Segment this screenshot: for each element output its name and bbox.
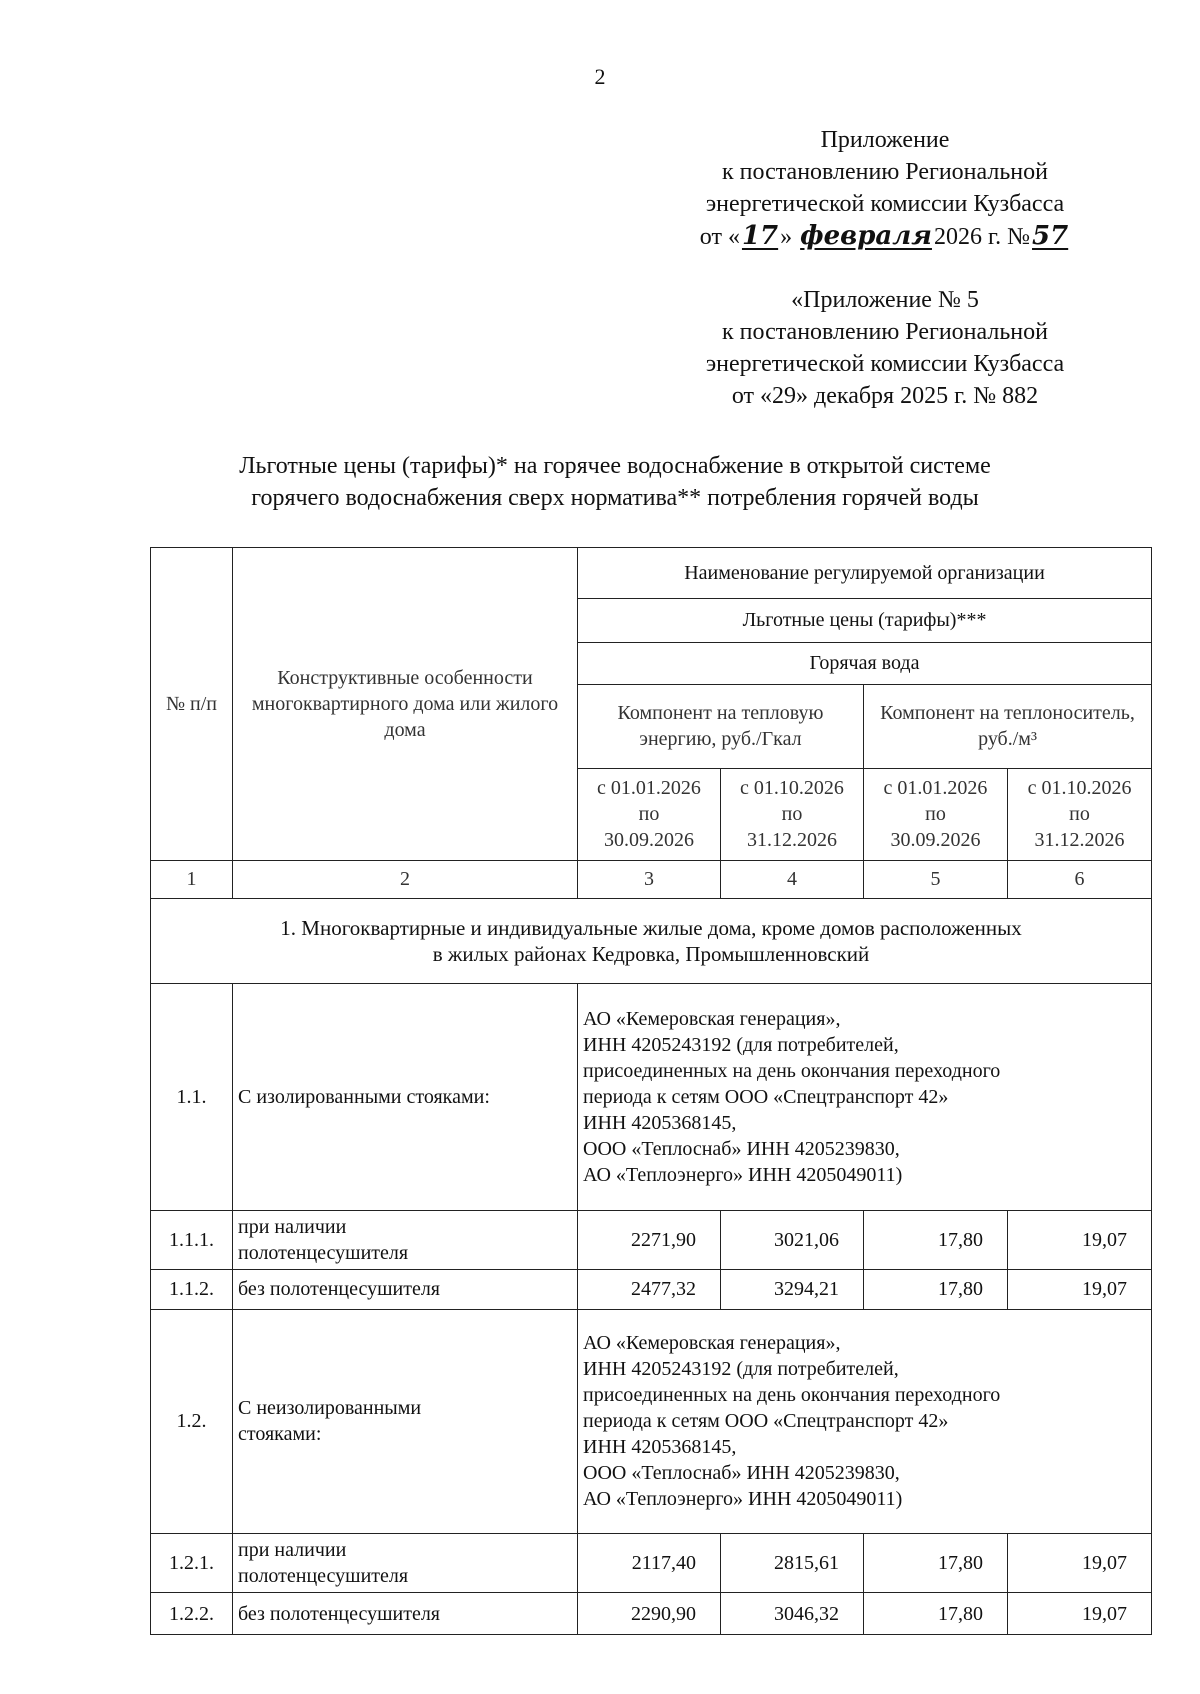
group-1-2-num: 1.2.	[151, 1309, 233, 1533]
header-features: Конструктивные особенности многоквартирного дома или жилого дома	[233, 548, 578, 861]
date-day-handwritten: 17	[741, 221, 779, 251]
group-1-1-label: С изолированными стояками:	[233, 983, 578, 1210]
row-value-3: 17,80	[864, 1270, 1008, 1310]
header-prices: Льготные цены (тарифы)***	[578, 599, 1152, 643]
row-num: 1.2.2.	[151, 1593, 233, 1635]
group-1-2-org: АО «Кемеровская генерация», ИНН 4205243192 (для потребителей, присоединенных на день окончания переходного периода к сетям ООО «Спецтранспорт 42» ИНН 4205368145, ООО «Теплоснаб» ИНН 4205239830, АО «Теплоэнерго» ИНН 4205049011)	[578, 1309, 1152, 1533]
group-1-1-org: АО «Кемеровская генерация», ИНН 4205243192 (для потребителей, присоединенных на день окончания переходного периода к сетям ООО «Спецтранспорт 42» ИНН 4205368145, ООО «Теплоснаб» ИНН 4205239830, АО «Теплоэнерго» ИНН 4205049011)	[578, 983, 1152, 1210]
tariff-table	[150, 547, 1152, 1635]
row-value-2: 3021,06	[721, 1210, 864, 1269]
group-1-1-num: 1.1.	[151, 983, 233, 1210]
row-value-1: 2290,90	[578, 1593, 721, 1635]
row-value-4: 19,07	[1008, 1593, 1152, 1635]
title-line2: горячего водоснабжения сверх норматива** потребления горячей воды	[251, 485, 979, 511]
col-number-2: 2	[233, 860, 578, 899]
period-1: с 01.01.2026 по 30.09.2026	[578, 768, 721, 860]
table-row	[151, 1270, 1152, 1310]
row-num: 1.1.2.	[151, 1270, 233, 1310]
table-row	[151, 1210, 1152, 1269]
table-row	[151, 1533, 1152, 1592]
row-label: без полотенцесушителя	[233, 1270, 578, 1310]
original-header-line4: от «29» декабря 2025 г. № 882	[731, 383, 1039, 409]
col-number-3: 3	[578, 860, 721, 899]
row-value-4: 19,07	[1008, 1210, 1152, 1269]
row-value-1: 2271,90	[578, 1210, 721, 1269]
header-org-name: Наименование регулируемой организации	[578, 548, 1152, 599]
original-header-line2: к постановлению Региональной	[722, 319, 1048, 345]
appendix-header	[640, 124, 1130, 253]
period-2: с 01.10.2026 по 31.12.2026	[721, 768, 864, 860]
row-value-2: 3046,32	[721, 1593, 864, 1635]
appendix-header-line1: Приложение	[820, 127, 950, 153]
header-hot-water: Горячая вода	[578, 642, 1152, 684]
col-number-1: 1	[151, 860, 233, 899]
col-number-5: 5	[864, 860, 1008, 899]
period-4: с 01.10.2026 по 31.12.2026	[1008, 768, 1152, 860]
original-header	[640, 284, 1130, 412]
appendix-header-line2: к постановлению Региональной	[722, 159, 1048, 185]
date-mid: »	[780, 224, 799, 250]
header-num: № п/п	[151, 548, 233, 861]
row-value-3: 17,80	[864, 1210, 1008, 1269]
row-value-1: 2117,40	[578, 1533, 721, 1592]
col-number-4: 4	[721, 860, 864, 899]
appendix-date-line	[640, 220, 1130, 253]
date-month-handwritten: февраля	[800, 221, 932, 251]
date-year: 2026 г. №	[933, 224, 1031, 250]
header-heat-component: Компонент на тепловую энергию, руб./Гкал	[578, 684, 864, 768]
section-1-heading: 1. Многоквартирные и индивидуальные жилые дома, кроме домов расположенных в жилых районах Кедровка, Промышленновский	[151, 899, 1152, 983]
original-header-line1: «Приложение № 5	[791, 287, 979, 313]
row-num: 1.1.1.	[151, 1210, 233, 1269]
original-header-line3: энергетической комиссии Кузбасса	[705, 351, 1065, 377]
date-prefix: от «	[699, 224, 740, 250]
row-value-3: 17,80	[864, 1593, 1008, 1635]
table-row	[151, 1593, 1152, 1635]
row-value-2: 3294,21	[721, 1270, 864, 1310]
col-number-6: 6	[1008, 860, 1152, 899]
row-value-1: 2477,32	[578, 1270, 721, 1310]
header-carrier-component: Компонент на теплоноситель, руб./м³	[864, 684, 1152, 768]
row-value-3: 17,80	[864, 1533, 1008, 1592]
row-label: при наличии полотенцесушителя	[233, 1210, 578, 1269]
date-number-handwritten: 57	[1032, 221, 1069, 251]
row-value-2: 2815,61	[721, 1533, 864, 1592]
page-number: 2	[594, 64, 606, 89]
group-1-2-label: С неизолированными стояками:	[233, 1309, 578, 1533]
period-3: с 01.01.2026 по 30.09.2026	[864, 768, 1008, 860]
row-label: при наличии полотенцесушителя	[233, 1533, 578, 1592]
document-title	[150, 450, 1080, 514]
row-value-4: 19,07	[1008, 1533, 1152, 1592]
appendix-header-line3: энергетической комиссии Кузбасса	[705, 191, 1065, 217]
row-value-4: 19,07	[1008, 1270, 1152, 1310]
row-num: 1.2.1.	[151, 1533, 233, 1592]
row-label: без полотенцесушителя	[233, 1593, 578, 1635]
title-line1: Льготные цены (тарифы)* на горячее водоснабжение в открытой системе	[239, 453, 991, 479]
